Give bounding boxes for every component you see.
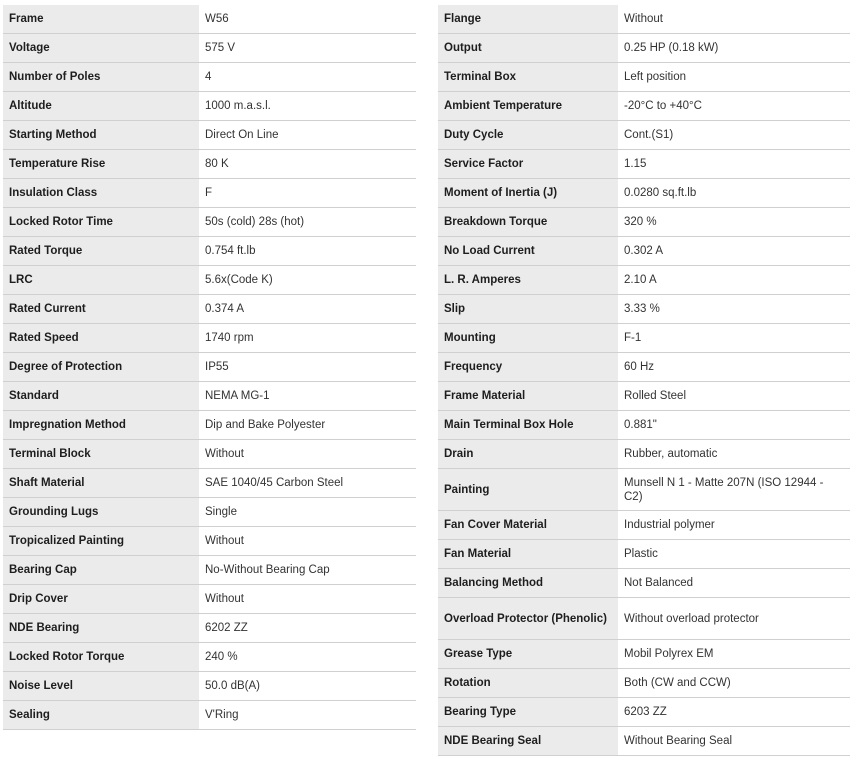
spec-row [438,382,850,411]
spec-label: Ambient Temperature [438,92,618,121]
spec-value: 320 % [618,208,850,237]
spec-value: 5.6x(Code K) [199,266,416,295]
spec-value: Plastic [618,540,850,569]
spec-label: Temperature Rise [3,150,199,179]
spec-row [438,237,850,266]
spec-value: F-1 [618,324,850,353]
spec-row [438,469,850,511]
spec-row [3,701,416,730]
spec-row [3,266,416,295]
spec-value: 0.754 ft.lb [199,237,416,266]
spec-label: Bearing Type [438,698,618,727]
spec-value: 0.25 HP (0.18 kW) [618,34,850,63]
spec-value: 50s (cold) 28s (hot) [199,208,416,237]
spec-label: Grounding Lugs [3,498,199,527]
spec-row [3,63,416,92]
spec-value: Without [199,527,416,556]
spec-row [438,698,850,727]
spec-value: Mobil Polyrex EM [618,640,850,669]
spec-row [438,92,850,121]
spec-label: No Load Current [438,237,618,266]
spec-value: Not Balanced [618,569,850,598]
spec-row [438,569,850,598]
spec-row [438,440,850,469]
spec-label: Grease Type [438,640,618,669]
spec-label: Altitude [3,92,199,121]
spec-value: Both (CW and CCW) [618,669,850,698]
spec-label: Locked Rotor Torque [3,643,199,672]
spec-label: Frequency [438,353,618,382]
spec-label: Terminal Block [3,440,199,469]
spec-table-right [438,5,850,756]
spec-label: Frame [3,5,199,34]
spec-table-left [3,5,416,730]
spec-label: Impregnation Method [3,411,199,440]
spec-row [438,179,850,208]
spec-row [3,353,416,382]
spec-value: 4 [199,63,416,92]
spec-value: Dip and Bake Polyester [199,411,416,440]
spec-value: Without [618,5,850,34]
spec-row [438,121,850,150]
spec-value: 0.374 A [199,295,416,324]
spec-label: Standard [3,382,199,411]
spec-row [3,585,416,614]
spec-row [438,511,850,540]
spec-row [3,411,416,440]
spec-value: 6203 ZZ [618,698,850,727]
spec-value: Cont.(S1) [618,121,850,150]
spec-row [438,669,850,698]
spec-label: Insulation Class [3,179,199,208]
spec-row [438,540,850,569]
spec-row [438,5,850,34]
spec-label: Duty Cycle [438,121,618,150]
spec-label: Number of Poles [3,63,199,92]
spec-row [3,382,416,411]
spec-label: Drain [438,440,618,469]
spec-row [3,614,416,643]
spec-value: 3.33 % [618,295,850,324]
spec-row [438,63,850,92]
spec-label: Rated Speed [3,324,199,353]
spec-value: F [199,179,416,208]
spec-label: Balancing Method [438,569,618,598]
spec-label: Mounting [438,324,618,353]
spec-value: 240 % [199,643,416,672]
spec-value: Single [199,498,416,527]
spec-row [3,469,416,498]
spec-label: LRC [3,266,199,295]
spec-value: Without Bearing Seal [618,727,850,756]
spec-label: Shaft Material [3,469,199,498]
spec-row [3,237,416,266]
spec-value: Direct On Line [199,121,416,150]
spec-value: Without [199,440,416,469]
spec-value: 60 Hz [618,353,850,382]
spec-row [3,121,416,150]
spec-value: W56 [199,5,416,34]
spec-label: Fan Material [438,540,618,569]
spec-label: Drip Cover [3,585,199,614]
spec-label: Locked Rotor Time [3,208,199,237]
spec-value: 0.302 A [618,237,850,266]
spec-value: 2.10 A [618,266,850,295]
spec-value: 80 K [199,150,416,179]
spec-value: V'Ring [199,701,416,730]
spec-row [438,150,850,179]
spec-value: 1000 m.a.s.l. [199,92,416,121]
spec-row [438,727,850,756]
spec-row [3,556,416,585]
spec-value: 0.881" [618,411,850,440]
spec-label: Noise Level [3,672,199,701]
spec-row [3,150,416,179]
spec-value: Munsell N 1 - Matte 207N (ISO 12944 - C2) [618,469,850,511]
spec-row [3,643,416,672]
spec-label: NDE Bearing [3,614,199,643]
spec-row [438,324,850,353]
spec-label: Voltage [3,34,199,63]
spec-value: 1740 rpm [199,324,416,353]
spec-value: 6202 ZZ [199,614,416,643]
spec-value: -20°C to +40°C [618,92,850,121]
spec-label: Sealing [3,701,199,730]
spec-label: Tropicalized Painting [3,527,199,556]
spec-label: Starting Method [3,121,199,150]
spec-value: 0.0280 sq.ft.lb [618,179,850,208]
spec-label: L. R. Amperes [438,266,618,295]
spec-value: 1.15 [618,150,850,179]
spec-value: 575 V [199,34,416,63]
spec-row [3,34,416,63]
spec-row [438,411,850,440]
spec-value: IP55 [199,353,416,382]
spec-row [438,208,850,237]
spec-row [438,266,850,295]
spec-value: Left position [618,63,850,92]
spec-label: Slip [438,295,618,324]
spec-row [3,527,416,556]
spec-row [438,295,850,324]
spec-label: Flange [438,5,618,34]
spec-label: Output [438,34,618,63]
spec-label: Rated Torque [3,237,199,266]
spec-row [438,353,850,382]
spec-label: NDE Bearing Seal [438,727,618,756]
spec-row [438,598,850,640]
spec-value: NEMA MG-1 [199,382,416,411]
spec-label: Service Factor [438,150,618,179]
spec-row [3,179,416,208]
spec-label: Fan Cover Material [438,511,618,540]
spec-label: Frame Material [438,382,618,411]
spec-value: Without overload protector [618,598,850,640]
spec-value: Without [199,585,416,614]
spec-label: Bearing Cap [3,556,199,585]
spec-label: Terminal Box [438,63,618,92]
spec-row [438,34,850,63]
spec-label: Rotation [438,669,618,698]
spec-row [438,640,850,669]
spec-label: Rated Current [3,295,199,324]
spec-row [3,92,416,121]
spec-row [3,324,416,353]
spec-row [3,440,416,469]
spec-value: Rubber, automatic [618,440,850,469]
spec-row [3,295,416,324]
spec-value: 50.0 dB(A) [199,672,416,701]
spec-row [3,5,416,34]
spec-value: Industrial polymer [618,511,850,540]
spec-value: Rolled Steel [618,382,850,411]
spec-label: Breakdown Torque [438,208,618,237]
spec-label: Overload Protector (Phenolic) [438,598,618,640]
spec-label: Degree of Protection [3,353,199,382]
spec-label: Painting [438,469,618,511]
spec-row [3,208,416,237]
spec-label: Main Terminal Box Hole [438,411,618,440]
spec-value: SAE 1040/45 Carbon Steel [199,469,416,498]
spec-value: No-Without Bearing Cap [199,556,416,585]
spec-row [3,498,416,527]
spec-row [3,672,416,701]
spec-label: Moment of Inertia (J) [438,179,618,208]
